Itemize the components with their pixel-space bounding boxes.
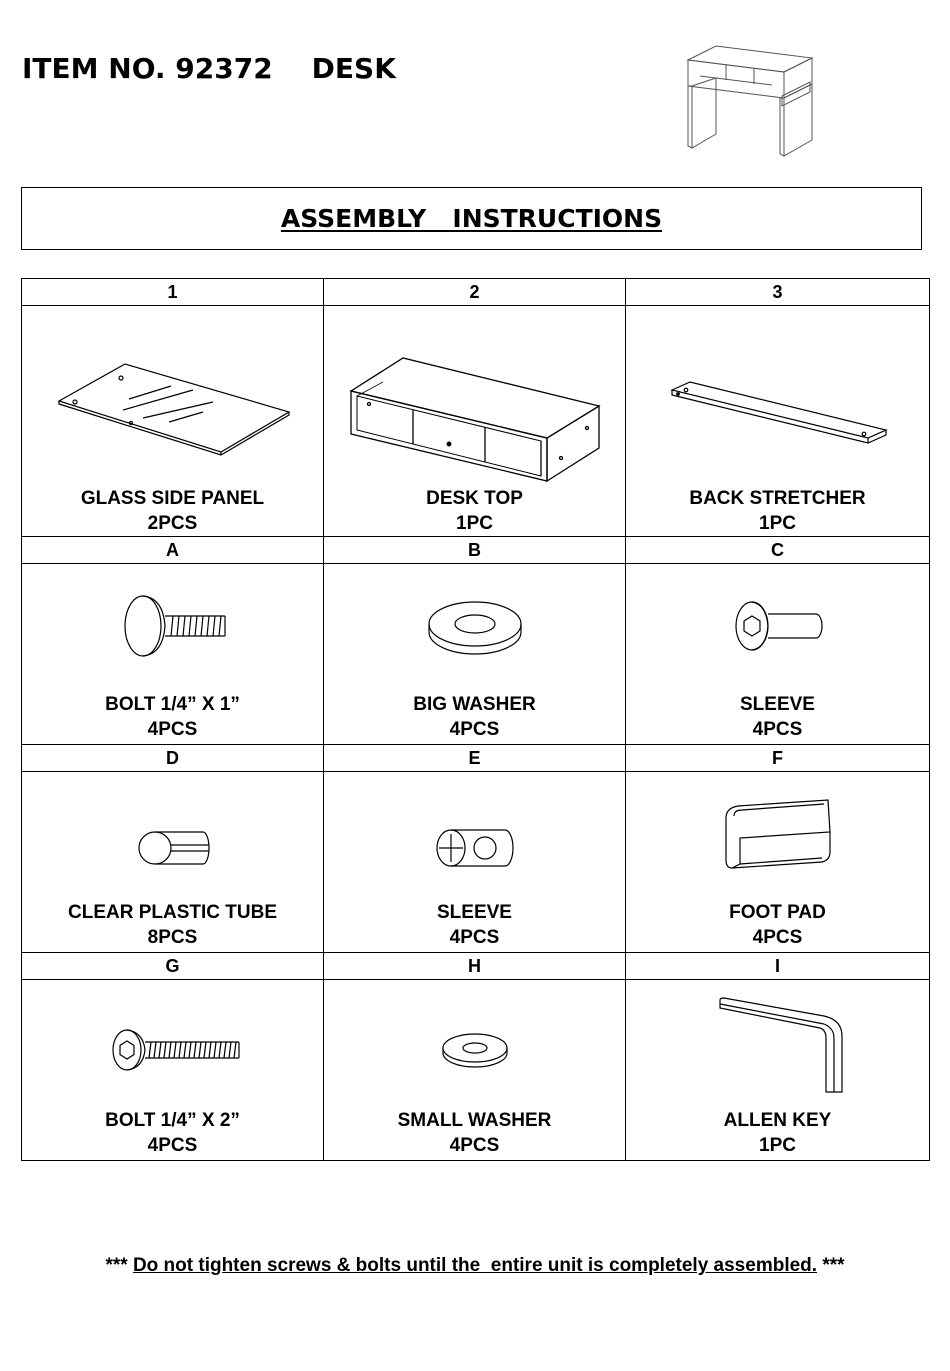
part-id: 3 bbox=[626, 279, 930, 306]
part-name: SLEEVE bbox=[437, 902, 512, 923]
parts-row bbox=[22, 564, 930, 745]
part-id: F bbox=[626, 745, 930, 772]
allen-key-icon bbox=[628, 980, 928, 1108]
plastic-tube-icon bbox=[23, 772, 323, 900]
part-cell bbox=[324, 980, 626, 1161]
part-cell bbox=[626, 306, 930, 537]
assembly-warning bbox=[0, 1255, 950, 1277]
part-cell bbox=[324, 306, 626, 537]
part-quantity: 4PCS bbox=[147, 719, 198, 740]
part-id: G bbox=[22, 953, 324, 980]
part-id: I bbox=[626, 953, 930, 980]
desk-illustration-icon bbox=[676, 36, 826, 156]
part-quantity: 1PC bbox=[456, 513, 493, 534]
part-quantity: 4PCS bbox=[147, 1135, 198, 1156]
part-cell bbox=[626, 772, 930, 953]
part-cell bbox=[22, 306, 324, 537]
sleeve-hex-icon bbox=[628, 564, 928, 692]
assembly-instructions-banner bbox=[21, 187, 922, 250]
part-cell bbox=[626, 564, 930, 745]
part-quantity: 2PCS bbox=[147, 513, 198, 534]
part-cell bbox=[22, 772, 324, 953]
part-cell bbox=[324, 772, 626, 953]
part-quantity: 4PCS bbox=[449, 719, 500, 740]
part-id: C bbox=[626, 537, 930, 564]
bolt-long-icon bbox=[23, 980, 323, 1108]
parts-row bbox=[22, 980, 930, 1161]
part-cell bbox=[22, 980, 324, 1161]
part-name: SMALL WASHER bbox=[397, 1110, 552, 1131]
warning-text: Do not tighten screws & bolts until the entire unit is completely assembled. bbox=[132, 1255, 818, 1276]
parts-header-row bbox=[22, 537, 930, 564]
big-washer-icon bbox=[325, 564, 625, 692]
part-id: B bbox=[324, 537, 626, 564]
part-id: E bbox=[324, 745, 626, 772]
part-cell bbox=[324, 564, 626, 745]
part-name: FOOT PAD bbox=[729, 902, 826, 923]
part-name: BOLT 1/4” X 1” bbox=[105, 694, 240, 715]
warning-prefix: *** bbox=[105, 1255, 133, 1276]
part-name: BIG WASHER bbox=[413, 694, 536, 715]
part-name: BOLT 1/4” X 2” bbox=[105, 1110, 240, 1131]
part-quantity: 4PCS bbox=[449, 1135, 500, 1156]
part-id: H bbox=[324, 953, 626, 980]
part-id: 2 bbox=[324, 279, 626, 306]
small-washer-icon bbox=[325, 980, 625, 1108]
part-id: D bbox=[22, 745, 324, 772]
desk-top-icon bbox=[325, 306, 625, 486]
back-stretcher-icon bbox=[628, 306, 928, 486]
item-title: ITEM NO. 92372 DESK bbox=[22, 52, 396, 85]
part-id: 1 bbox=[22, 279, 324, 306]
part-cell bbox=[626, 980, 930, 1161]
part-name: CLEAR PLASTIC TUBE bbox=[68, 902, 277, 923]
foot-pad-icon bbox=[628, 772, 928, 900]
bolt-short-icon bbox=[23, 564, 323, 692]
parts-table bbox=[21, 278, 930, 1161]
parts-row bbox=[22, 306, 930, 537]
part-name: GLASS SIDE PANEL bbox=[80, 488, 265, 509]
part-cell bbox=[22, 564, 324, 745]
part-quantity: 4PCS bbox=[752, 719, 803, 740]
parts-row bbox=[22, 772, 930, 953]
banner-title: ASSEMBLY INSTRUCTIONS bbox=[280, 204, 663, 233]
part-quantity: 8PCS bbox=[147, 927, 198, 948]
warning-suffix: *** bbox=[817, 1255, 845, 1276]
part-name: DESK TOP bbox=[426, 488, 523, 509]
part-quantity: 4PCS bbox=[752, 927, 803, 948]
parts-header-row bbox=[22, 953, 930, 980]
part-name: BACK STRETCHER bbox=[689, 488, 866, 509]
sleeve-cross-icon bbox=[325, 772, 625, 900]
part-quantity: 1PC bbox=[759, 1135, 796, 1156]
glass-side-panel-icon bbox=[23, 306, 323, 486]
parts-header-row bbox=[22, 279, 930, 306]
part-id: A bbox=[22, 537, 324, 564]
part-name: ALLEN KEY bbox=[723, 1110, 832, 1131]
parts-header-row bbox=[22, 745, 930, 772]
part-quantity: 4PCS bbox=[449, 927, 500, 948]
part-name: SLEEVE bbox=[740, 694, 815, 715]
part-quantity: 1PC bbox=[759, 513, 796, 534]
